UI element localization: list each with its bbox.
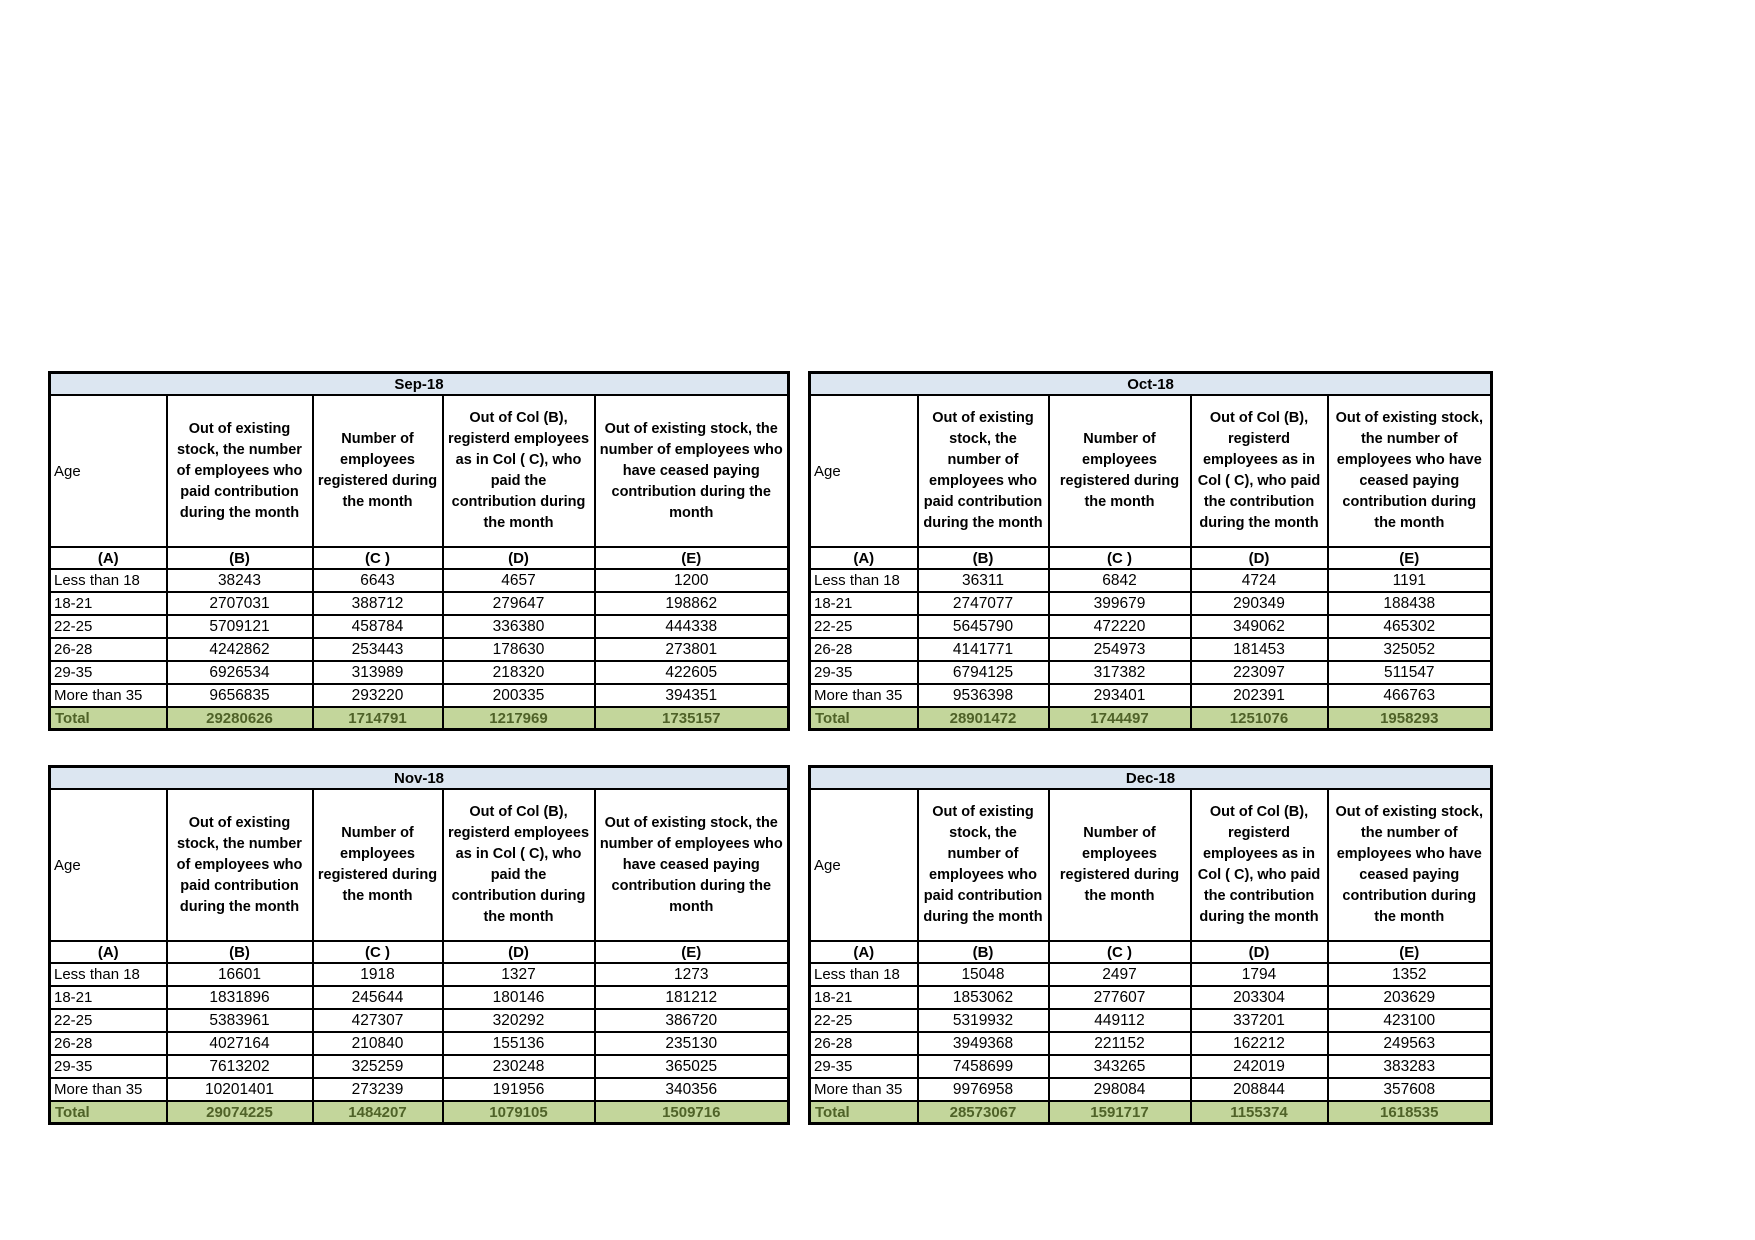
table-row bbox=[50, 1055, 789, 1078]
value-cell: 466763 bbox=[1328, 684, 1492, 707]
age-label-cell: Less than 18 bbox=[50, 963, 167, 986]
value-cell: 337201 bbox=[1191, 1009, 1328, 1032]
column-header-c: Number of employees registered during the month bbox=[313, 789, 443, 941]
value-cell: 36311 bbox=[918, 569, 1049, 592]
age-label-cell: 18-21 bbox=[50, 592, 167, 615]
table-title: Nov-18 bbox=[50, 767, 789, 790]
value-cell: 4027164 bbox=[167, 1032, 313, 1055]
value-cell: 9976958 bbox=[918, 1078, 1049, 1101]
table-row bbox=[50, 592, 789, 615]
total-value-cell: 1484207 bbox=[313, 1101, 443, 1124]
value-cell: 293401 bbox=[1049, 684, 1191, 707]
total-label-cell: Total bbox=[50, 1101, 167, 1124]
value-cell: 203304 bbox=[1191, 986, 1328, 1009]
column-header-age: Age bbox=[810, 395, 918, 547]
table-row bbox=[810, 569, 1492, 592]
column-letter: (A) bbox=[810, 941, 918, 963]
total-value-cell: 1509716 bbox=[595, 1101, 789, 1124]
total-value-cell: 1958293 bbox=[1328, 707, 1492, 730]
table-title: Sep-18 bbox=[50, 373, 789, 396]
age-label-cell: More than 35 bbox=[50, 1078, 167, 1101]
column-letter: (E) bbox=[1328, 941, 1492, 963]
column-letter: (C ) bbox=[1049, 941, 1191, 963]
table-title-row bbox=[810, 373, 1492, 396]
value-cell: 5383961 bbox=[167, 1009, 313, 1032]
age-label-cell: 18-21 bbox=[810, 592, 918, 615]
value-cell: 1853062 bbox=[918, 986, 1049, 1009]
value-cell: 4657 bbox=[443, 569, 595, 592]
value-cell: 1191 bbox=[1328, 569, 1492, 592]
value-cell: 4242862 bbox=[167, 638, 313, 661]
column-header-b: Out of existing stock, the number of employees who paid contribution during the month bbox=[918, 395, 1049, 547]
table-row bbox=[50, 615, 789, 638]
total-value-cell: 1744497 bbox=[1049, 707, 1191, 730]
value-cell: 15048 bbox=[918, 963, 1049, 986]
value-cell: 423100 bbox=[1328, 1009, 1492, 1032]
value-cell: 245644 bbox=[313, 986, 443, 1009]
value-cell: 6842 bbox=[1049, 569, 1191, 592]
total-value-cell: 1591717 bbox=[1049, 1101, 1191, 1124]
value-cell: 9536398 bbox=[918, 684, 1049, 707]
column-letter: (D) bbox=[443, 547, 595, 569]
value-cell: 325052 bbox=[1328, 638, 1492, 661]
table-row bbox=[810, 986, 1492, 1009]
table-title-row bbox=[50, 767, 789, 790]
total-value-cell: 1079105 bbox=[443, 1101, 595, 1124]
column-letter-row bbox=[810, 547, 1492, 569]
table-row bbox=[810, 963, 1492, 986]
column-letter: (A) bbox=[50, 941, 167, 963]
column-letter: (A) bbox=[810, 547, 918, 569]
value-cell: 253443 bbox=[313, 638, 443, 661]
value-cell: 242019 bbox=[1191, 1055, 1328, 1078]
value-cell: 394351 bbox=[595, 684, 789, 707]
value-cell: 458784 bbox=[313, 615, 443, 638]
total-value-cell: 1155374 bbox=[1191, 1101, 1328, 1124]
month-table-sep-18 bbox=[48, 371, 790, 731]
age-label-cell: More than 35 bbox=[810, 1078, 918, 1101]
value-cell: 2707031 bbox=[167, 592, 313, 615]
age-label-cell: 26-28 bbox=[50, 638, 167, 661]
age-label-cell: Less than 18 bbox=[810, 569, 918, 592]
column-letter: (B) bbox=[167, 941, 313, 963]
column-header-e: Out of existing stock, the number of employees who have ceased paying contribution during the month bbox=[1328, 789, 1492, 941]
value-cell: 181453 bbox=[1191, 638, 1328, 661]
column-letter: (D) bbox=[1191, 941, 1328, 963]
value-cell: 449112 bbox=[1049, 1009, 1191, 1032]
table-row bbox=[50, 569, 789, 592]
table-row bbox=[810, 638, 1492, 661]
value-cell: 202391 bbox=[1191, 684, 1328, 707]
column-letter: (D) bbox=[1191, 547, 1328, 569]
age-label-cell: 18-21 bbox=[810, 986, 918, 1009]
column-letter: (B) bbox=[167, 547, 313, 569]
table-row bbox=[810, 1078, 1492, 1101]
column-letter: (E) bbox=[595, 941, 789, 963]
value-cell: 5645790 bbox=[918, 615, 1049, 638]
value-cell: 9656835 bbox=[167, 684, 313, 707]
total-row bbox=[810, 707, 1492, 730]
value-cell: 388712 bbox=[313, 592, 443, 615]
table-row bbox=[810, 661, 1492, 684]
month-table-dec-18 bbox=[808, 765, 1493, 1125]
age-label-cell: 18-21 bbox=[50, 986, 167, 1009]
month-table-nov-18 bbox=[48, 765, 790, 1125]
value-cell: 3949368 bbox=[918, 1032, 1049, 1055]
value-cell: 181212 bbox=[595, 986, 789, 1009]
value-cell: 4141771 bbox=[918, 638, 1049, 661]
table-row bbox=[50, 1078, 789, 1101]
value-cell: 340356 bbox=[595, 1078, 789, 1101]
value-cell: 7458699 bbox=[918, 1055, 1049, 1078]
total-row bbox=[810, 1101, 1492, 1124]
column-header-age: Age bbox=[50, 789, 167, 941]
age-label-cell: 22-25 bbox=[810, 1009, 918, 1032]
column-header-c: Number of employees registered during the month bbox=[1049, 395, 1191, 547]
value-cell: 1831896 bbox=[167, 986, 313, 1009]
age-label-cell: 26-28 bbox=[810, 1032, 918, 1055]
value-cell: 38243 bbox=[167, 569, 313, 592]
value-cell: 2747077 bbox=[918, 592, 1049, 615]
age-label-cell: Less than 18 bbox=[50, 569, 167, 592]
value-cell: 221152 bbox=[1049, 1032, 1191, 1055]
table-row bbox=[50, 986, 789, 1009]
value-cell: 235130 bbox=[595, 1032, 789, 1055]
value-cell: 198862 bbox=[595, 592, 789, 615]
column-header-d: Out of Col (B), registerd employees as in Col ( C), who paid the contribution during the month bbox=[1191, 395, 1328, 547]
value-cell: 1794 bbox=[1191, 963, 1328, 986]
value-cell: 365025 bbox=[595, 1055, 789, 1078]
column-header-d: Out of Col (B), registerd employees as in Col ( C), who paid the contribution during the month bbox=[443, 789, 595, 941]
table-row bbox=[50, 638, 789, 661]
age-label-cell: 26-28 bbox=[810, 638, 918, 661]
total-value-cell: 1618535 bbox=[1328, 1101, 1492, 1124]
value-cell: 357608 bbox=[1328, 1078, 1492, 1101]
total-value-cell: 28901472 bbox=[918, 707, 1049, 730]
column-header-age: Age bbox=[50, 395, 167, 547]
age-label-cell: More than 35 bbox=[50, 684, 167, 707]
column-header-d: Out of Col (B), registerd employees as in Col ( C), who paid the contribution during the month bbox=[1191, 789, 1328, 941]
value-cell: 465302 bbox=[1328, 615, 1492, 638]
value-cell: 203629 bbox=[1328, 986, 1492, 1009]
value-cell: 7613202 bbox=[167, 1055, 313, 1078]
value-cell: 349062 bbox=[1191, 615, 1328, 638]
value-cell: 6643 bbox=[313, 569, 443, 592]
value-cell: 249563 bbox=[1328, 1032, 1492, 1055]
table-row bbox=[50, 963, 789, 986]
value-cell: 188438 bbox=[1328, 592, 1492, 615]
value-cell: 1327 bbox=[443, 963, 595, 986]
table-row bbox=[810, 1009, 1492, 1032]
value-cell: 511547 bbox=[1328, 661, 1492, 684]
value-cell: 210840 bbox=[313, 1032, 443, 1055]
column-letter: (E) bbox=[1328, 547, 1492, 569]
total-row bbox=[50, 707, 789, 730]
value-cell: 5319932 bbox=[918, 1009, 1049, 1032]
total-value-cell: 29280626 bbox=[167, 707, 313, 730]
column-letter-row bbox=[50, 941, 789, 963]
value-cell: 6794125 bbox=[918, 661, 1049, 684]
value-cell: 223097 bbox=[1191, 661, 1328, 684]
value-cell: 6926534 bbox=[167, 661, 313, 684]
value-cell: 290349 bbox=[1191, 592, 1328, 615]
column-letter: (A) bbox=[50, 547, 167, 569]
total-value-cell: 1251076 bbox=[1191, 707, 1328, 730]
value-cell: 1273 bbox=[595, 963, 789, 986]
column-letter: (C ) bbox=[313, 547, 443, 569]
age-label-cell: 22-25 bbox=[810, 615, 918, 638]
value-cell: 162212 bbox=[1191, 1032, 1328, 1055]
column-header-c: Number of employees registered during the month bbox=[1049, 789, 1191, 941]
column-header-age: Age bbox=[810, 789, 918, 941]
column-header-row bbox=[50, 789, 789, 941]
column-letter-row bbox=[50, 547, 789, 569]
value-cell: 200335 bbox=[443, 684, 595, 707]
value-cell: 1352 bbox=[1328, 963, 1492, 986]
column-letter: (B) bbox=[918, 941, 1049, 963]
total-label-cell: Total bbox=[50, 707, 167, 730]
value-cell: 1200 bbox=[595, 569, 789, 592]
value-cell: 10201401 bbox=[167, 1078, 313, 1101]
column-letter: (D) bbox=[443, 941, 595, 963]
total-row bbox=[50, 1101, 789, 1124]
column-header-b: Out of existing stock, the number of employees who paid contribution during the month bbox=[167, 395, 313, 547]
age-label-cell: 22-25 bbox=[50, 1009, 167, 1032]
column-header-row bbox=[810, 789, 1492, 941]
value-cell: 254973 bbox=[1049, 638, 1191, 661]
column-header-b: Out of existing stock, the number of employees who paid contribution during the month bbox=[167, 789, 313, 941]
value-cell: 218320 bbox=[443, 661, 595, 684]
age-label-cell: 26-28 bbox=[50, 1032, 167, 1055]
value-cell: 180146 bbox=[443, 986, 595, 1009]
total-value-cell: 29074225 bbox=[167, 1101, 313, 1124]
table-title: Oct-18 bbox=[810, 373, 1492, 396]
column-header-e: Out of existing stock, the number of employees who have ceased paying contribution during the month bbox=[595, 395, 789, 547]
column-letter-row bbox=[810, 941, 1492, 963]
value-cell: 191956 bbox=[443, 1078, 595, 1101]
table-row bbox=[50, 1009, 789, 1032]
total-value-cell: 1735157 bbox=[595, 707, 789, 730]
column-header-c: Number of employees registered during the month bbox=[313, 395, 443, 547]
value-cell: 5709121 bbox=[167, 615, 313, 638]
column-header-row bbox=[810, 395, 1492, 547]
table-row bbox=[50, 1032, 789, 1055]
value-cell: 313989 bbox=[313, 661, 443, 684]
value-cell: 230248 bbox=[443, 1055, 595, 1078]
value-cell: 317382 bbox=[1049, 661, 1191, 684]
value-cell: 444338 bbox=[595, 615, 789, 638]
value-cell: 16601 bbox=[167, 963, 313, 986]
value-cell: 386720 bbox=[595, 1009, 789, 1032]
age-label-cell: Less than 18 bbox=[810, 963, 918, 986]
value-cell: 2497 bbox=[1049, 963, 1191, 986]
value-cell: 293220 bbox=[313, 684, 443, 707]
column-letter: (C ) bbox=[313, 941, 443, 963]
table-row bbox=[50, 661, 789, 684]
value-cell: 325259 bbox=[313, 1055, 443, 1078]
value-cell: 1918 bbox=[313, 963, 443, 986]
table-row bbox=[810, 684, 1492, 707]
column-letter: (E) bbox=[595, 547, 789, 569]
column-letter: (C ) bbox=[1049, 547, 1191, 569]
total-label-cell: Total bbox=[810, 1101, 918, 1124]
table-row bbox=[810, 1055, 1492, 1078]
age-label-cell: 29-35 bbox=[50, 661, 167, 684]
total-value-cell: 1714791 bbox=[313, 707, 443, 730]
value-cell: 273801 bbox=[595, 638, 789, 661]
value-cell: 178630 bbox=[443, 638, 595, 661]
column-header-e: Out of existing stock, the number of employees who have ceased paying contribution during the month bbox=[1328, 395, 1492, 547]
table-row bbox=[810, 592, 1492, 615]
month-table-oct-18 bbox=[808, 371, 1493, 731]
total-label-cell: Total bbox=[810, 707, 918, 730]
age-label-cell: 22-25 bbox=[50, 615, 167, 638]
value-cell: 343265 bbox=[1049, 1055, 1191, 1078]
table-title-row bbox=[810, 767, 1492, 790]
column-header-e: Out of existing stock, the number of employees who have ceased paying contribution during the month bbox=[595, 789, 789, 941]
column-letter: (B) bbox=[918, 547, 1049, 569]
value-cell: 472220 bbox=[1049, 615, 1191, 638]
table-row bbox=[810, 615, 1492, 638]
column-header-d: Out of Col (B), registerd employees as in Col ( C), who paid the contribution during the month bbox=[443, 395, 595, 547]
table-row bbox=[810, 1032, 1492, 1055]
value-cell: 155136 bbox=[443, 1032, 595, 1055]
age-label-cell: 29-35 bbox=[810, 661, 918, 684]
age-label-cell: 29-35 bbox=[810, 1055, 918, 1078]
column-header-b: Out of existing stock, the number of employees who paid contribution during the month bbox=[918, 789, 1049, 941]
table-row bbox=[50, 684, 789, 707]
value-cell: 298084 bbox=[1049, 1078, 1191, 1101]
value-cell: 320292 bbox=[443, 1009, 595, 1032]
value-cell: 4724 bbox=[1191, 569, 1328, 592]
value-cell: 279647 bbox=[443, 592, 595, 615]
table-title-row bbox=[50, 373, 789, 396]
age-label-cell: More than 35 bbox=[810, 684, 918, 707]
value-cell: 277607 bbox=[1049, 986, 1191, 1009]
table-title: Dec-18 bbox=[810, 767, 1492, 790]
value-cell: 422605 bbox=[595, 661, 789, 684]
total-value-cell: 1217969 bbox=[443, 707, 595, 730]
value-cell: 273239 bbox=[313, 1078, 443, 1101]
column-header-row bbox=[50, 395, 789, 547]
value-cell: 383283 bbox=[1328, 1055, 1492, 1078]
value-cell: 399679 bbox=[1049, 592, 1191, 615]
total-value-cell: 28573067 bbox=[918, 1101, 1049, 1124]
age-label-cell: 29-35 bbox=[50, 1055, 167, 1078]
value-cell: 336380 bbox=[443, 615, 595, 638]
value-cell: 427307 bbox=[313, 1009, 443, 1032]
value-cell: 208844 bbox=[1191, 1078, 1328, 1101]
